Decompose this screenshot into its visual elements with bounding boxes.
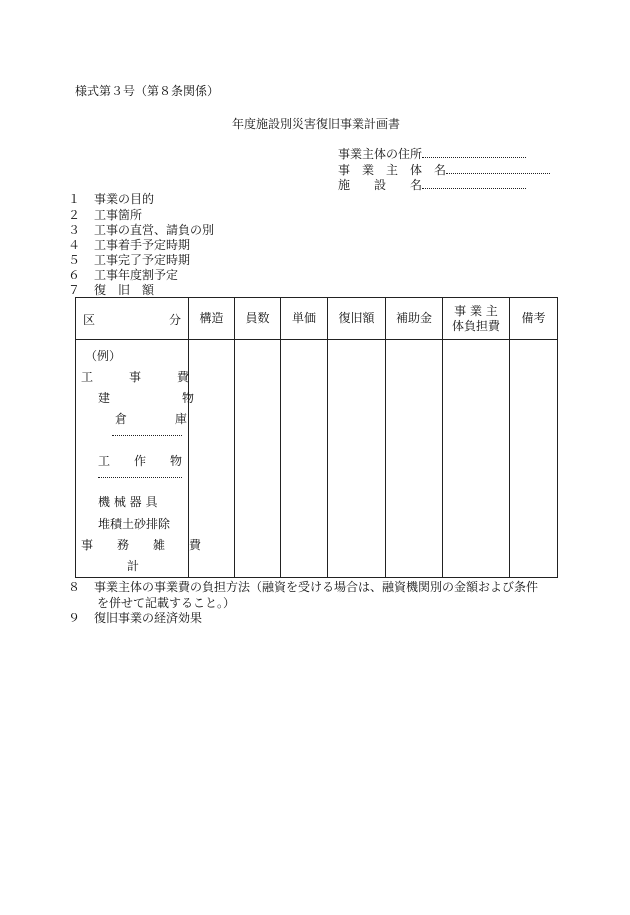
header-entity-burden-line2: 体負担費 — [451, 318, 500, 333]
field-facility-name-blank[interactable] — [422, 177, 526, 189]
category-machinery: 機 械 器 具 — [98, 495, 158, 509]
item-text: 事業の目的 — [94, 192, 155, 206]
header-entity-burden — [443, 298, 510, 340]
category-sediment-removal: 堆積土砂排除 — [98, 517, 171, 531]
table-cell-restoration-amount[interactable] — [328, 340, 386, 578]
field-address-blank[interactable] — [422, 146, 526, 158]
item-text-continued: を併せて記載すること。） — [97, 596, 236, 610]
document-title: 年度施設別災害復旧事業計画書 — [232, 117, 401, 131]
item-number: ２ — [67, 208, 80, 222]
category-cell — [76, 340, 202, 578]
list-item — [60, 253, 190, 267]
table-cell-quantity[interactable] — [235, 340, 281, 578]
item-text: 工事箇所 — [94, 208, 143, 222]
list-item — [60, 192, 154, 206]
header-structure: 構造 — [189, 298, 235, 340]
item-text: 工事着手予定時期 — [94, 238, 191, 252]
header-subsidy: 補助金 — [386, 298, 443, 340]
header-quantity: 員数 — [235, 298, 281, 340]
form-number: 様式第３号（第８条関係） — [75, 84, 220, 98]
table-cell-unit-price[interactable] — [281, 340, 328, 578]
item-number: ６ — [67, 268, 80, 282]
list-item — [60, 580, 538, 594]
category-structures-leader — [98, 477, 182, 478]
item-text: 工事の直営、請負の別 — [94, 223, 215, 237]
field-entity-name-blank[interactable] — [446, 162, 550, 174]
item-number: ３ — [67, 223, 80, 237]
item-number: ８ — [67, 580, 80, 594]
field-facility-name-label: 施 設 名 — [338, 178, 423, 192]
item-number: ９ — [67, 611, 80, 625]
restoration-table — [75, 297, 558, 578]
category-structures: 工 作 物 — [98, 454, 183, 468]
header-bun: 分 — [168, 313, 181, 327]
field-address — [338, 146, 526, 161]
table-header-row — [76, 298, 558, 340]
item-text: 工事完了予定時期 — [94, 253, 191, 267]
list-item — [60, 283, 154, 297]
category-example: （例） — [85, 349, 122, 363]
table-body-row — [76, 340, 558, 578]
category-warehouse: 倉 庫 — [115, 412, 188, 426]
header-entity-burden-line1: 事 業 主 — [454, 303, 498, 318]
header-ku: 区 — [83, 313, 96, 327]
category-total: 計 — [127, 559, 140, 573]
header-remarks: 備考 — [510, 298, 558, 340]
item-number: １ — [67, 192, 80, 206]
field-facility-name — [338, 177, 526, 192]
field-address-label: 事業主体の住所 — [338, 147, 423, 161]
list-item — [60, 223, 214, 237]
item-number: ５ — [67, 253, 80, 267]
list-item — [60, 611, 202, 625]
item-number: ４ — [67, 238, 80, 252]
field-entity-name — [338, 162, 550, 177]
table-cell-remarks[interactable] — [510, 340, 558, 578]
category-construction-cost: 工 事 費 — [81, 370, 190, 384]
item-text: 事業主体の事業費の負担方法（融資を受ける場合は、融資機関別の金額および条件 — [94, 580, 539, 594]
list-item — [60, 268, 178, 282]
item-text: 復旧事業の経済効果 — [94, 611, 203, 625]
list-item — [60, 208, 142, 222]
header-category — [76, 298, 189, 340]
header-restoration-amount: 復旧額 — [328, 298, 386, 340]
category-buildings: 建 物 — [98, 391, 195, 405]
item-text: 工事年度割予定 — [94, 268, 179, 282]
item-text: 復 旧 額 — [94, 283, 155, 297]
field-entity-name-label: 事 業 主 体 名 — [338, 163, 447, 177]
table-cell-subsidy[interactable] — [386, 340, 443, 578]
item-number: ７ — [67, 283, 80, 297]
list-item — [60, 238, 190, 252]
table-cell-entity-burden[interactable] — [443, 340, 510, 578]
header-unit-price: 単価 — [281, 298, 328, 340]
category-warehouse-leader — [112, 435, 182, 436]
category-misc-office-cost: 事 務 雑 費 — [81, 538, 202, 552]
